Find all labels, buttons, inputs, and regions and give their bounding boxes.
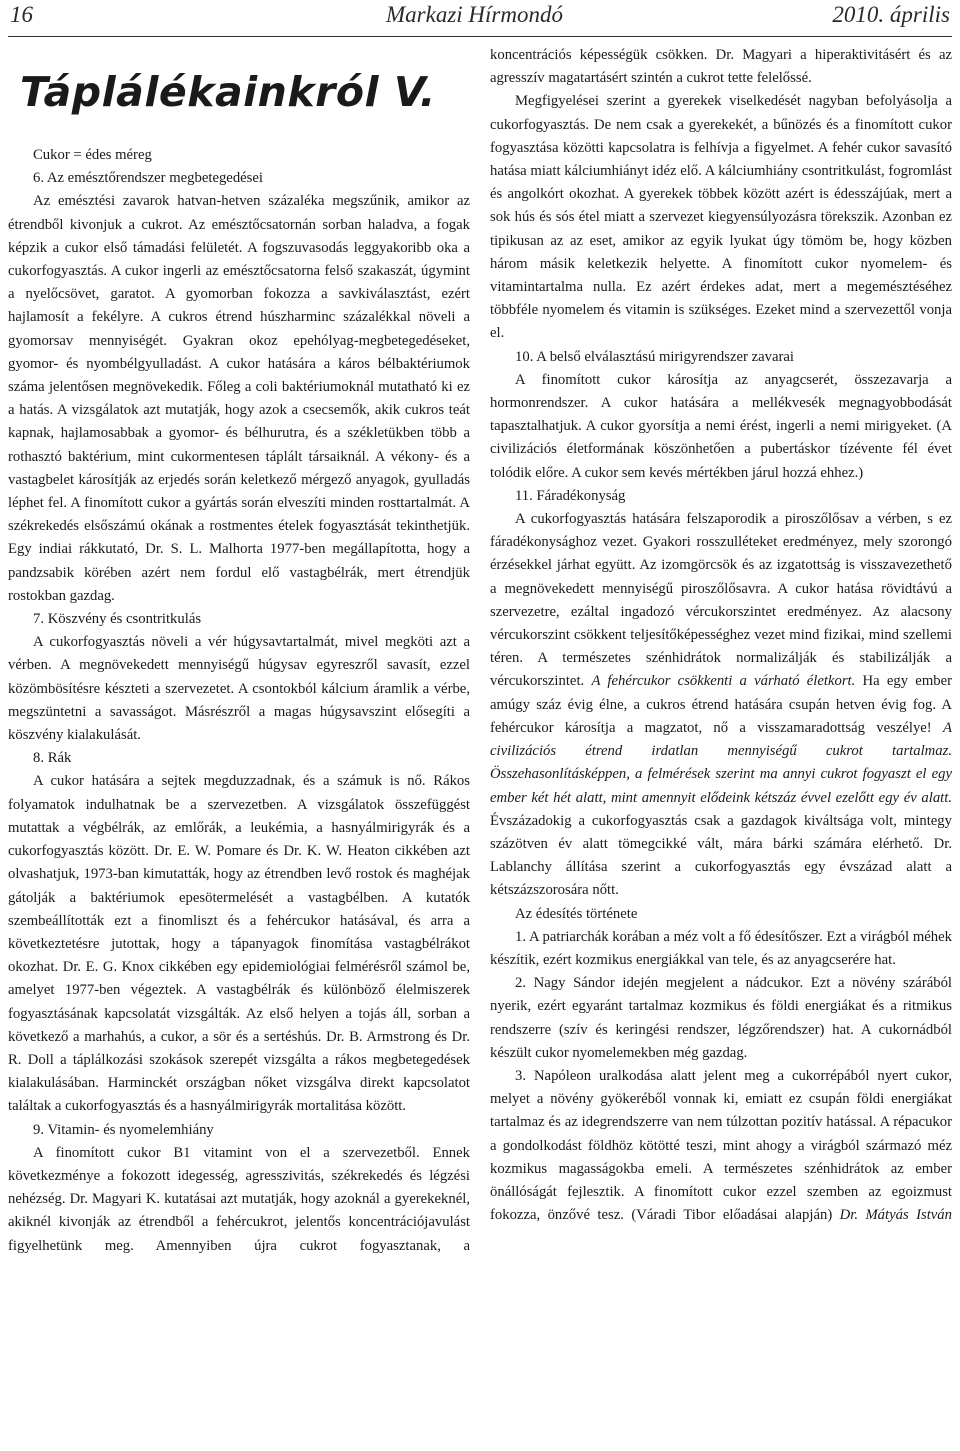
paragraph: A cukorfogyasztás növeli a vér húgysavtartalmát, mivel megköti azt a vérben. A megnövekedett mennyiségű húgysav egyreszről savasít, ezzel közömbösítésre készteti a szervezetet. A csontokból kálcium áramlik a vérbe, megszüntetni a savasságot. Másrészről a magas húgysavszint elősegíti a köszvény kialakulását. xyxy=(8,634,470,744)
paragraph: A finomított cukor károsítja az anyagcserét, összezavarja a hormonrendszer. A cukor hatására a mellékvesék megnagyobbodását tapasztalhatjuk. A cukor gyorsítja a nemi érést, ingerli a nemi mirigyeket. (A civilizációs életformának köszönhetően a pubertáskor tízévente fél évet tolódik előre. A cukor sem kevés mértékben járul hozzá ehhez.) xyxy=(490,371,952,481)
section-heading: 10. A belső elválasztású mirigyrendszer zavarai xyxy=(515,348,794,365)
page-number: 16 xyxy=(10,2,33,27)
section-heading: 6. Az emésztőrendszer megbetegedései xyxy=(33,170,264,187)
author-signature: Dr. Mátyás István xyxy=(839,1207,952,1224)
section-heading: 9. Vitamin- és nyomelemhiány xyxy=(33,1121,214,1138)
section-heading: 8. Rák xyxy=(33,750,72,767)
italic-text-run: A civilizációs étrend irdatlan mennyiségű cukrot tartalmaz. Összehasonlításképpen, a felmérések szerint ma annyi cukrot fogyaszt el egy ember két hét alatt, mint amennyit elődeink kétszáz évvel ezelőtt egy év alatt. xyxy=(490,719,952,806)
section-heading: 11. Fáradékonyság xyxy=(515,487,626,504)
text-run: 3. Napóleon uralkodása alatt jelent meg a cukorrépából nyert cukor, melyet a növény gyökeréből vonnak ki, emiatt ez csupán földi energiákat tartalmaz és az idegrendszerre van nem túlzottan pozitív hatással. A répacukor a gondolkodást földhöz kötötté teszi, mint ahogy a virágból származó méz kozmikus magasságokba emeli. A természetes szénhidrátok az ember önállóságát fejlesztik. A finomított cukor ezzel szemben az egoizmust fokozza, önzővé tesz. (Váradi Tibor előadásai alapján) xyxy=(490,1067,952,1224)
italic-text-run: A fehércukor csökkenti a várható életkort. xyxy=(591,673,856,690)
header-divider xyxy=(8,36,952,37)
paragraph-with-signature xyxy=(490,1065,952,1227)
text-run: A cukorfogyasztás hatására felszaporodik a piroszőlősav a vérben, s ez fáradékonysághoz vezet. Gyakori rosszulléteket eredményez, mely szorongó érzésekkel járhat együtt. Az izomgörcsök és az izgatottság is visszavezethető a megnövekedett mennyiségű piroszőlősavra. A cukor hatása rövidtávú a szervezetre, ezáltal ingadozó vércukorszintet eredményez. Az alacsony vércukorszint csökkent teljesítőképességhez vezet mind fizikai, mind szellemi téren. A természetes szénhidrátok normalizálják és stabilizálják a vércukorszintet. xyxy=(490,511,952,690)
paragraph: A cukor hatására a sejtek megduzzadnak, és a számuk is nő. Rákos folyamatok indulhatnak be a szervezetben. A vizsgálatok összefüggést mutattak a végbélrák, az emlőrák, a leukémia, a hasnyálmirigyrák és a cukorfogyasztás között. Dr. E. W. Pomare és Dr. K. W. Heaton cikkében azt olvashatjuk, 1973-ban kimutatták, hogy az étrendben levő rostok és maghéjak gátolják a baktériumok epesötermelését a vastagbélben. A kutatók szembeállították ezt a finomliszt és a fehércukor hatásával, és arra a következtetésre jutottak, hogy a tápanyagok finomítása vastagbélrákot okozhat. Dr. E. G. Knox cikkében egy epidemiológiai felmérésről számol be, amelyet 1977-ben végeztek. A vastagbélrák és különböző élelmiszerek fogyasztásának kapcsolatát vizsgálták. Az első helyen a tojás áll, sorban a következő a marhahús, a cukor, a sör és a sertéshús. Dr. B. Armstrong és Dr. R. Doll a táplálkozási szokások szerepét vizsgálta a rákos megbetegedések kialakulásában. Harminckét országban nőket vizsgálva direkt kapcsolatot találtak a cukorfogyasztás és a hasnyálmirigyrák mortalitása között. xyxy=(8,773,470,1115)
issue-date: 2010. április xyxy=(832,2,950,27)
subtitle: Cukor = édes méreg xyxy=(33,147,152,163)
paragraph: Az emésztési zavarok hatvan-hetven százaléka megszűnik, amikor az étrendből kivonjuk a cukrot. Az emésztőcsatornán sorban haladva, a fogak képzik a cukor első támadási felületét. A fogszuvasodás leggyakoribb oka a cukorfogyasztás. A cukor ingerli az emésztőcsatorna felső szakaszát, úgymint a nyelőcsövet, garatot. A gyomorban fokozza a savkiválasztást, ezért hajlamosít a fekélyre. A cukros étrend húszharminc százalékkal növeli a gyomorsav mennyiségét. Gyakran okoz epehólyag-megbetegedéseket, gyomor- és nyombélgyulladást. A cukor hatására a káros bélbaktériumok száma jelentősen megnövekedik. Főleg a coli baktériumoknál mutatható ki ez a hatás. A vizsgálatok azt mutatják, hogy azok a csecsemők, akik cukros teát kapnak, hajlamosabbak a gyomor- és bélhurutra, és a székletükben több a rothasztó baktérium, mint cukormentesen táplált társaiknál. A vékony- és a vastagbelet károsítják az erjedés során keletkező mérgező anyagok, gyulladás léphet fel. A finomított cukor a gyártás során elveszíti minden rosttartalmát. A székrekedés elsőszámú okának a rostmentes ételek fogyasztását tekinthetjük. Egy indiai rákkutató, Dr. S. L. Malhorta 1977-ben megállapította, hogy a pandzsabik körében azért nem fordul elő vastagbélrák, mert étrendjük rostokban gazdag. xyxy=(8,193,470,604)
page-header xyxy=(8,0,952,34)
paragraph-mixed xyxy=(490,508,952,902)
paragraph: 2. Nagy Sándor idején megjelent a nádcukor. Ezt a növény szárából nyerik, ezért egyaránt tartalmaz kozmikus és földi energiákat és a ritmikus rendszerre (szív és keringési rendszer, légzőrendszer) hat. A cukornádból készült cukor nyomelemekben még gazdag. xyxy=(490,975,952,1061)
paragraph-continued: koncentrációs képességük csökken. Dr. Magyari a hiperaktivitásért és az agresszív magatartásért szintén a cukrot tette felelőssé. xyxy=(490,47,952,87)
paragraph: Megfigyelései szerint a gyerekek viselkedését nagyban befolyásolja a cukorfogyasztás. De nem csak a gyerekekét, a bűnözés és a finomított cukor fogyasztása közötti kapcsolatra is felhívja a figyelmet. A fehér cukor savasító hatása miatt kálciumhiányt idéz elő. A kálciumhiány csontritkulást, fogromlást és angolkórt okozhat. A gyerekek többek között azért is édesszájúak, mert a sok hús és sós étel miatt a szervezet kiegyensúlyozásra törekszik. Azonban ez tipikusan az az eset, amikor az egyik lyukat úgy tömöm be, hogy közben három másik keletkezik helyette. A finomított cukor nyomelem- és vitamintartalma nulla. Ez azért érdekes adat, mert a megemésztéséhez többféle nyomelem és vitamin is szükséges. Ezeket mind a szervezettől vonja el. xyxy=(490,93,952,342)
right-column xyxy=(490,44,952,1444)
publication-name: Markazi Hírmondó xyxy=(386,2,563,27)
section-heading: 7. Köszvény és csontritkulás xyxy=(33,611,202,628)
section-heading: Az édesítés története xyxy=(515,905,638,922)
article-title: Táplálékainkról V. xyxy=(20,68,436,116)
left-column xyxy=(8,46,470,1446)
text-run: Évszázadokig a cukorfogyasztás csak a gazdagok kiváltsága volt, mintegy százötven év alatt tömegcikké vált, mára bárki számára elérhető. Dr. Lablanchy állítása szerint a cukorfogyasztás egy évszázad alatt a kétszázszorosára nőtt. xyxy=(490,812,952,899)
paragraph: A finomított cukor B1 vitamint von el a szervezetből. Ennek következménye a fokozott idegesség, agresszivitás, székrekedés és légzési nehézség. Dr. Magyari K. kutatásai azt mutatják, hogy azoknál a gyerekeknél, akiknél kivonják az étrendből a fehércukrot, jelentős koncentrációjavulást figyelhetünk meg. Amennyiben újra cukrot fogyasztanak, a xyxy=(8,1144,470,1254)
text-run: Ha egy ember amúgy száz évig élne, a cukros étrend hatására csupán hetven évig fog. A fehércukor károsítja a magzatot, nő a visszamaradottság veszélye! xyxy=(490,673,952,736)
paragraph: 1. A patriarchák korában a méz volt a fő édesítőszer. Ezt a virágból méhek készítik, ezért kozmikus energiákkal van tele, és az anyagcserére hat. xyxy=(490,928,952,968)
